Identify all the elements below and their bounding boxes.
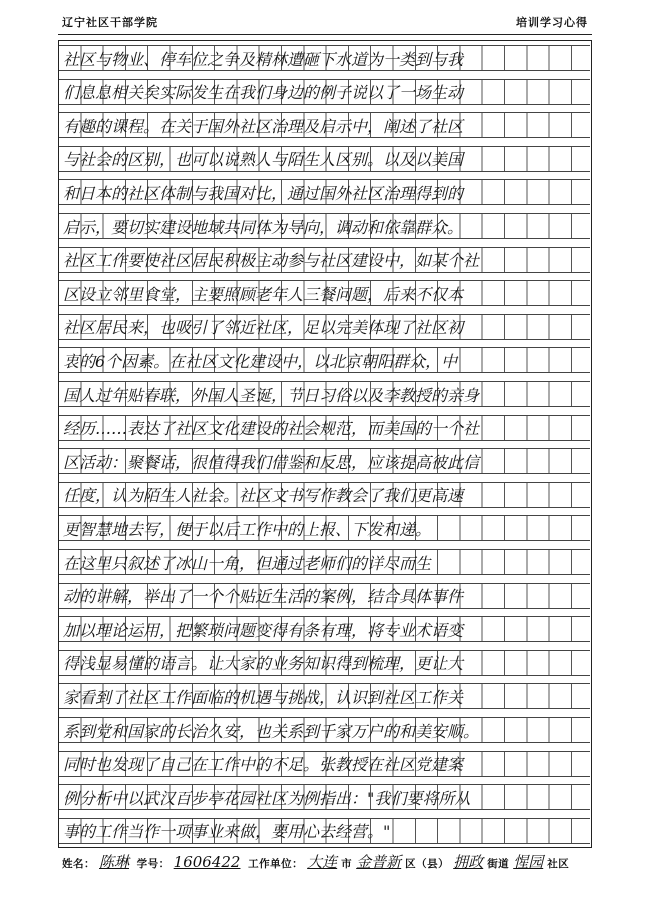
district-value: 金普新 [356,853,402,871]
grid-row [59,381,590,407]
grid-row [59,45,590,71]
grid-row [59,79,590,105]
writing-grid [58,40,592,848]
handwritten-line: 在这里只叙述了冰山一角，但通过老师们的详尽而生 [59,550,590,574]
grid-row [59,515,590,541]
handwritten-line: 系到党和国家的长治久安，也关系到千家万户的和美安顺。 [59,718,590,742]
grid-row [59,616,590,642]
handwritten-line: 动的讲解，举出了一个个贴近生活的案例，结合具体事件 [59,584,590,608]
grid-row [59,650,590,676]
community-value: 惺园 [513,853,544,871]
city-value: 大连 [307,853,338,871]
grid-row [59,213,590,239]
handwritten-line: 区设立邻里食堂，主要照顾老年人三餐问题，后来不仅本 [59,281,590,305]
name-label: 姓名： [62,858,95,870]
student-id-value: 1606422 [173,853,241,871]
grid-row [59,347,590,373]
handwritten-line: 任度，认为陌生人社会。社区文书写作教会了我们更高速 [59,483,590,507]
handwritten-line: 国人过年贴春联，外国人圣诞，节日习俗以及李教授的亲身 [59,382,590,406]
document-type: 培训学习心得 [516,16,588,29]
handwritten-line: 加以理论运用，把繁琐问题变得有条有理，将专业术语变 [59,617,590,641]
district-suffix: 区（县） [405,858,450,870]
handwritten-line: 社区工作要使社区居民积极主动参与社区建设中，如某个社 [59,248,590,272]
handwritten-line: 经历……表达了社区文化建设的社会规范，而美国的一个社 [59,416,590,440]
handwritten-line: 区活动：聚餐话，很值得我们借鉴和反思，应该提高彼此信 [59,449,590,473]
name-value: 陈琳 [99,853,130,871]
handwritten-line: 启示，要切实建设地域共同体为导向，调动和依靠群众。 [59,214,590,238]
grid-row [59,751,590,777]
street-suffix: 街道 [487,858,510,870]
street-value: 拥政 [453,853,484,871]
header-divider [58,34,592,35]
grid-row [59,247,590,273]
grid-row [59,415,590,441]
grid-row [59,683,590,709]
grid-row [59,549,590,575]
handwritten-line: 事的工作当作一项事业来做，要用心去经营。" [59,819,590,843]
handwritten-line: 例分析中以武汉百步亭花园社区为例指出："我们要将所从 [59,785,590,809]
grid-row [59,280,590,306]
grid-row [59,448,590,474]
handwritten-line: 家看到了社区工作面临的机遇与挑战，认识到社区工作关 [59,684,590,708]
institution-name: 辽宁社区干部学院 [62,16,158,29]
handwritten-line: 和日本的社区体制与我国对比，通过国外社区治理得到的 [59,180,590,204]
author-info-footer [62,851,588,871]
student-id-label: 学号： [136,858,170,870]
grid-row [59,717,590,743]
grid-row [59,784,590,810]
handwritten-line: 社区与物业、停车位之争及精林遭砸下水道为一类到与我 [59,46,590,70]
grid-row [59,146,590,172]
handwritten-line: 社区居民来，也吸引了邻近社区，足以完美体现了社区初 [59,315,590,339]
grid-row [59,482,590,508]
work-unit-label: 工作单位： [248,858,304,870]
grid-row [59,583,590,609]
handwritten-line: 同时也发现了自己在工作中的不足。张教授在社区党建案 [59,752,590,776]
grid-row [59,112,590,138]
city-suffix: 市 [341,858,353,870]
page-header [62,14,588,34]
community-suffix: 社区 [547,858,570,870]
handwritten-line: 们息息相关矣实际发生在我们身边的例子说以了一场生动 [59,80,590,104]
grid-row [59,818,590,844]
handwritten-line: 得浅显易懂的语言。让大家的业务知识得到梳理，更让大 [59,651,590,675]
handwritten-line: 与社会的区别，也可以说熟人与陌生人区别。以及以美国 [59,147,590,171]
grid-row [59,179,590,205]
handwritten-line: 更智慧地去写，便于以后工作中的上报、下发和递。 [59,516,590,540]
handwritten-line: 有趣的课程。在关于国外社区治理及启示中，阐述了社区 [59,113,590,137]
grid-row [59,314,590,340]
handwritten-line: 衷的6个因素。在社区文化建设中，以北京朝阳群众，中 [59,348,590,372]
